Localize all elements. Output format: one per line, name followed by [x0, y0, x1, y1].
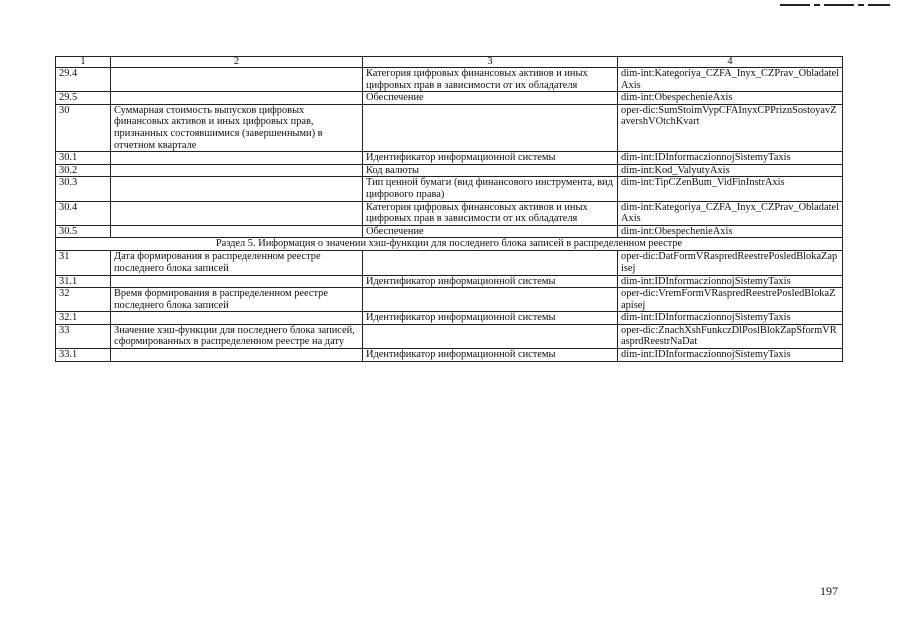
row-description	[111, 68, 363, 92]
row-description	[111, 225, 363, 238]
row-number: 30	[56, 104, 111, 151]
row-description: Значение хэш-функции для последнего блока записей, сформированных в распределенном реестре на дату	[111, 324, 363, 348]
row-number: 30.4	[56, 201, 111, 225]
row-description	[111, 275, 363, 288]
row-dimension: Идентификатор информационной системы	[363, 152, 618, 165]
row-dimension: Идентификатор информационной системы	[363, 312, 618, 325]
row-code: dim-int:IDInformaczionnojSistemyTaxis	[618, 349, 843, 362]
section-row	[56, 238, 843, 251]
row-code: dim-int:IDInformaczionnojSistemyTaxis	[618, 312, 843, 325]
row-dimension: Категория цифровых финансовых активов и иных цифровых прав в зависимости от их обладателя	[363, 68, 618, 92]
row-number: 30.1	[56, 152, 111, 165]
table-row	[56, 225, 843, 238]
header-row	[56, 57, 843, 68]
row-dimension: Категория цифровых финансовых активов и иных цифровых прав в зависимости от их обладателя	[363, 201, 618, 225]
row-description	[111, 152, 363, 165]
table-row	[56, 92, 843, 105]
row-number: 30.3	[56, 177, 111, 201]
taxonomy-table	[55, 56, 843, 362]
row-description	[111, 201, 363, 225]
row-code: oper-dic:DatFormVRaspredReestrePosledBlokaZapisej	[618, 251, 843, 275]
row-code: dim-int:IDInformaczionnojSistemyTaxis	[618, 152, 843, 165]
row-dimension: Идентификатор информационной системы	[363, 349, 618, 362]
row-number: 30.5	[56, 225, 111, 238]
table-row	[56, 104, 843, 151]
table-row	[56, 324, 843, 348]
section-title: Раздел 5. Информация о значении хэш-функции для последнего блока записей в распределенном реестре	[56, 238, 843, 251]
table-row	[56, 164, 843, 177]
row-number: 31	[56, 251, 111, 275]
table-row	[56, 251, 843, 275]
row-number: 33.1	[56, 349, 111, 362]
row-number: 29.4	[56, 68, 111, 92]
page-number: 197	[820, 584, 838, 598]
table-row	[56, 312, 843, 325]
row-number: 29.5	[56, 92, 111, 105]
row-number: 32	[56, 288, 111, 312]
row-code: dim-int:ObespechenieAxis	[618, 92, 843, 105]
header-col-4: 4	[618, 57, 843, 68]
table-row	[56, 152, 843, 165]
table-row	[56, 275, 843, 288]
header-col-3: 3	[363, 57, 618, 68]
row-description	[111, 164, 363, 177]
row-dimension	[363, 288, 618, 312]
row-description: Дата формирования в распределенном реестре последнего блока записей	[111, 251, 363, 275]
row-code: oper-dic:VremFormVRaspredReestrePosledBlokaZapisej	[618, 288, 843, 312]
row-dimension: Код валюты	[363, 164, 618, 177]
row-code: dim-int:IDInformaczionnojSistemyTaxis	[618, 275, 843, 288]
row-code: dim-int:TipCZenBum_VidFinInstrAxis	[618, 177, 843, 201]
table-row	[56, 68, 843, 92]
row-dimension	[363, 324, 618, 348]
row-description	[111, 349, 363, 362]
row-number: 33	[56, 324, 111, 348]
row-description	[111, 177, 363, 201]
row-dimension: Обеспечение	[363, 92, 618, 105]
row-code: dim-int:Kod_ValyutyAxis	[618, 164, 843, 177]
row-code: dim-int:ObespechenieAxis	[618, 225, 843, 238]
table-row	[56, 349, 843, 362]
row-description: Суммарная стоимость выпусков цифровых финансовых активов и иных цифровых прав, признанных состоявшимися (завершенными) в отчетном квартале	[111, 104, 363, 151]
table-row	[56, 201, 843, 225]
corner-mark	[780, 4, 890, 6]
row-dimension	[363, 104, 618, 151]
row-number: 32.1	[56, 312, 111, 325]
row-description	[111, 312, 363, 325]
row-code: dim-int:Kategoriya_CZFA_Inyx_CZPrav_ObladatelAxis	[618, 201, 843, 225]
row-code: oper-dic:SumStoimVypCFAInyxCPPriznSostoyavZavershVOtchKvart	[618, 104, 843, 151]
table-row	[56, 177, 843, 201]
row-dimension	[363, 251, 618, 275]
table-row	[56, 288, 843, 312]
header-col-1: 1	[56, 57, 111, 68]
row-description	[111, 92, 363, 105]
row-dimension: Обеспечение	[363, 225, 618, 238]
row-code: oper-dic:ZnachXshFunkczDlPoslBlokZapSformVRasprdReestrNaDat	[618, 324, 843, 348]
row-number: 31.1	[56, 275, 111, 288]
row-code: dim-int:Kategoriya_CZFA_Inyx_CZPrav_ObladatelAxis	[618, 68, 843, 92]
row-dimension: Тип ценной бумаги (вид финансового инструмента, вид цифрового права)	[363, 177, 618, 201]
header-col-2: 2	[111, 57, 363, 68]
row-dimension: Идентификатор информационной системы	[363, 275, 618, 288]
row-description: Время формирования в распределенном реестре последнего блока записей	[111, 288, 363, 312]
row-number: 30.2	[56, 164, 111, 177]
